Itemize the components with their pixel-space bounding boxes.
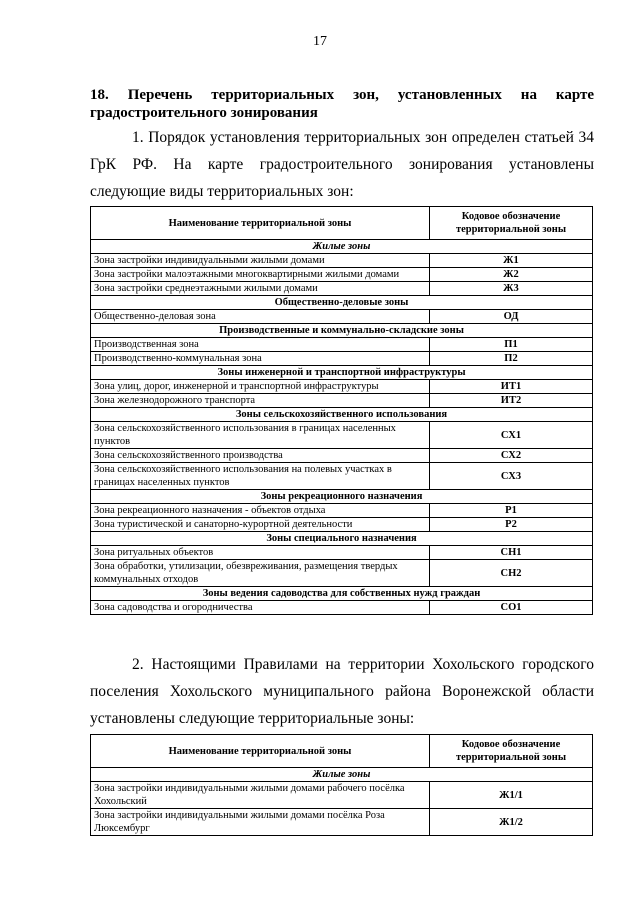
paragraph-2: 2. Настоящими Правилами на территории Хохольского городского поселения Хохольского муниципального района Воронежской области установлены следующие территориальные зоны: — [90, 656, 594, 727]
group-title: Производственные и коммунально-складские зоны — [91, 324, 593, 338]
zone-code: СО1 — [430, 601, 593, 615]
page-number: 17 — [313, 34, 327, 49]
zone-code: Ж2 — [430, 268, 593, 282]
zone-name: Зона застройки малоэтажными многоквартирными жилыми домами — [91, 268, 430, 282]
group-title: Жилые зоны — [91, 768, 593, 782]
table-row — [91, 782, 593, 809]
zone-name: Зона застройки индивидуальными жилыми домами рабочего посёлка Хохольский — [91, 782, 430, 809]
group-row-agricultural — [91, 408, 593, 422]
table-row — [91, 380, 593, 394]
zone-name: Зона сельскохозяйственного использования в границах населенных пунктов — [91, 422, 430, 449]
table-row — [91, 546, 593, 560]
group-row-recreational — [91, 490, 593, 504]
group-title: Зоны инженерной и транспортной инфраструктуры — [91, 366, 593, 380]
zone-name: Зона застройки среднеэтажными жилыми домами — [91, 282, 430, 296]
zone-name: Зона обработки, утилизации, обезвреживания, размещения твердых коммунальных отходов — [91, 560, 430, 587]
zone-name: Общественно-деловая зона — [91, 310, 430, 324]
zone-name: Зона ритуальных объектов — [91, 546, 430, 560]
zone-code: СХ2 — [430, 449, 593, 463]
table-row — [91, 809, 593, 836]
group-title: Зоны ведения садоводства для собственных нужд граждан — [91, 587, 593, 601]
table-row — [91, 268, 593, 282]
zone-name: Зона садоводства и огородничества — [91, 601, 430, 615]
table-row — [91, 352, 593, 366]
table-row — [91, 394, 593, 408]
zones-table-2 — [90, 734, 593, 836]
table-row — [91, 449, 593, 463]
zone-name: Зона застройки индивидуальными жилыми домами посёлка Роза Люксембург — [91, 809, 430, 836]
header-zone-name: Наименование территориальной зоны — [91, 735, 430, 768]
zone-name: Зона улиц, дорог, инженерной и транспортной инфраструктуры — [91, 380, 430, 394]
section-title: 18. Перечень территориальных зон, установленных на карте градостроительного зонирования — [90, 87, 594, 121]
table-row — [91, 282, 593, 296]
table-row — [91, 463, 593, 490]
group-row-public — [91, 296, 593, 310]
group-row-industrial — [91, 324, 593, 338]
table-row — [91, 504, 593, 518]
zone-name: Производственная зона — [91, 338, 430, 352]
zone-code: СН1 — [430, 546, 593, 560]
zone-code: П2 — [430, 352, 593, 366]
header-zone-code: Кодовое обозначение территориальной зоны — [430, 207, 593, 240]
zone-code: Ж3 — [430, 282, 593, 296]
header-zone-name: Наименование территориальной зоны — [91, 207, 430, 240]
zone-name: Производственно-коммунальная зона — [91, 352, 430, 366]
zone-name: Зона застройки индивидуальными жилыми домами — [91, 254, 430, 268]
zone-code: СХ1 — [430, 422, 593, 449]
table-row — [91, 338, 593, 352]
zone-name: Зона сельскохозяйственного производства — [91, 449, 430, 463]
group-title: Зоны рекреационного назначения — [91, 490, 593, 504]
group-row-gardening — [91, 587, 593, 601]
zone-code: Ж1 — [430, 254, 593, 268]
zone-name: Зона туристической и санаторно-курортной деятельности — [91, 518, 430, 532]
zone-code: П1 — [430, 338, 593, 352]
group-row-residential — [91, 240, 593, 254]
zone-code: Р1 — [430, 504, 593, 518]
table-row — [91, 601, 593, 615]
zone-code: СХ3 — [430, 463, 593, 490]
group-title: Зоны специального назначения — [91, 532, 593, 546]
zone-code: Ж1/2 — [430, 809, 593, 836]
group-row-residential — [91, 768, 593, 782]
zones-table-1 — [90, 206, 593, 615]
table-row — [91, 560, 593, 587]
zone-code: ОД — [430, 310, 593, 324]
table-header-row — [91, 207, 593, 240]
zone-code: ИТ1 — [430, 380, 593, 394]
zone-code: ИТ2 — [430, 394, 593, 408]
header-zone-code: Кодовое обозначение территориальной зоны — [430, 735, 593, 768]
group-row-special — [91, 532, 593, 546]
table-row — [91, 518, 593, 532]
group-row-infrastructure — [91, 366, 593, 380]
group-title: Зоны сельскохозяйственного использования — [91, 408, 593, 422]
zone-code: Р2 — [430, 518, 593, 532]
table-row — [91, 422, 593, 449]
group-title: Жилые зоны — [91, 240, 593, 254]
zone-code: СН2 — [430, 560, 593, 587]
zone-name: Зона рекреационного назначения - объектов отдыха — [91, 504, 430, 518]
paragraph-1: 1. Порядок установления территориальных зон определен статьей 34 ГрК РФ. На карте градостроительного зонирования установлены следующие виды территориальных зон: — [90, 129, 594, 200]
table-header-row — [91, 735, 593, 768]
zone-name: Зона сельскохозяйственного использования на полевых участках в границах населенных пунктов — [91, 463, 430, 490]
group-title: Общественно-деловые зоны — [91, 296, 593, 310]
zone-code: Ж1/1 — [430, 782, 593, 809]
zone-name: Зона железнодорожного транспорта — [91, 394, 430, 408]
table-row — [91, 310, 593, 324]
table-row — [91, 254, 593, 268]
